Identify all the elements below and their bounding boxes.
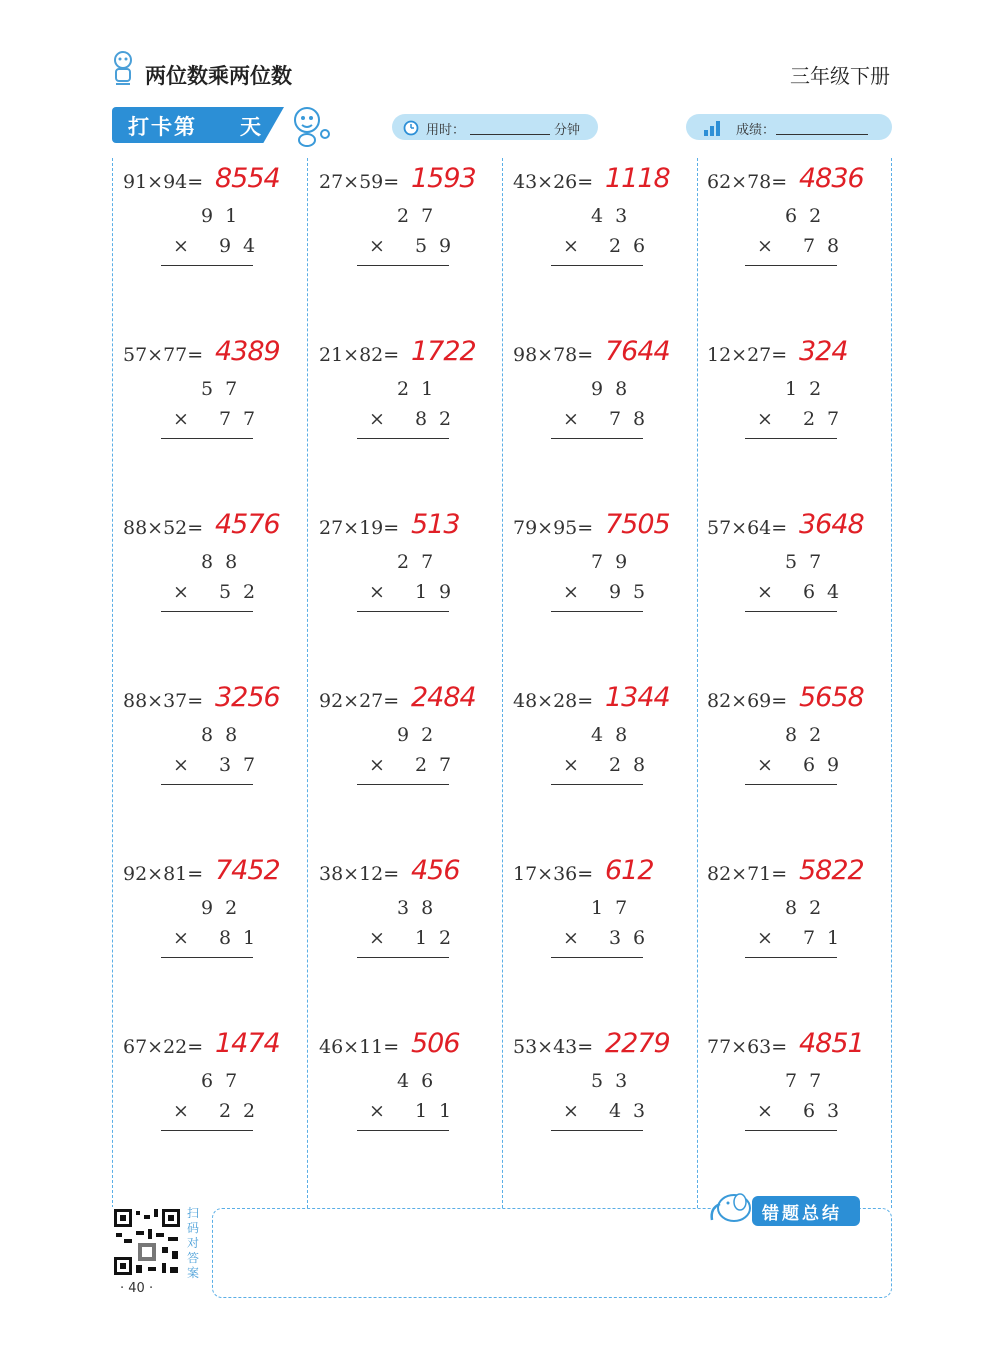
grade-label: 三年级下册 [790, 64, 890, 88]
problem-equation: 57×77= [123, 344, 204, 366]
handwritten-answer[interactable]: 2484 [411, 682, 476, 713]
vertical-rule [357, 1130, 449, 1131]
vertical-multiplier: × 59 [369, 235, 464, 257]
problem-equation: 57×64= [707, 517, 788, 539]
problem-item [513, 855, 703, 1005]
checkin-banner-day: 天 [240, 115, 261, 139]
vertical-multiplicand: 88 [201, 724, 250, 746]
problem-item [707, 509, 897, 659]
book-title: 两位数乘两位数 [145, 64, 292, 88]
vertical-multiplicand: 46 [397, 1070, 446, 1092]
vertical-rule [357, 957, 449, 958]
time-label: 用时： [426, 123, 466, 138]
handwritten-answer[interactable]: 7505 [605, 509, 670, 540]
problem-equation: 67×22= [123, 1036, 204, 1058]
alarm-clock-icon [402, 118, 420, 136]
column-divider [112, 158, 113, 1208]
problem-item [123, 1028, 313, 1178]
vertical-multiplicand: 88 [201, 551, 250, 573]
problem-equation: 46×11= [319, 1036, 400, 1058]
handwritten-answer[interactable]: 1344 [605, 682, 670, 713]
vertical-multiplier: × 26 [563, 235, 658, 257]
vertical-multiplier: × 11 [369, 1100, 464, 1122]
vertical-multiplier: × 95 [563, 581, 658, 603]
vertical-multiplier: × 82 [369, 408, 464, 430]
problem-item [707, 855, 897, 1005]
vertical-multiplier: × 81 [173, 927, 268, 949]
vertical-multiplier: × 64 [757, 581, 852, 603]
handwritten-answer[interactable]: 513 [411, 509, 460, 540]
vertical-rule [745, 438, 837, 439]
vertical-rule [161, 611, 253, 612]
handwritten-answer[interactable]: 4576 [215, 509, 280, 540]
vertical-rule [745, 957, 837, 958]
bar-chart-icon [702, 117, 724, 137]
vertical-multiplier: × 94 [173, 235, 268, 257]
vertical-multiplicand: 79 [591, 551, 640, 573]
vertical-multiplicand: 38 [397, 897, 446, 919]
vertical-multiplicand: 57 [785, 551, 834, 573]
vertical-rule [745, 784, 837, 785]
handwritten-answer[interactable]: 3256 [215, 682, 280, 713]
problem-item [513, 1028, 703, 1178]
vertical-multiplicand: 57 [201, 378, 250, 400]
problem-item [707, 682, 897, 832]
vertical-multiplier: × 27 [757, 408, 852, 430]
problem-equation: 88×52= [123, 517, 204, 539]
vertical-multiplier: × 52 [173, 581, 268, 603]
vertical-rule [357, 438, 449, 439]
problem-item [123, 509, 313, 659]
vertical-multiplier: × 37 [173, 754, 268, 776]
handwritten-answer[interactable]: 1118 [605, 163, 670, 194]
vertical-multiplier: × 22 [173, 1100, 268, 1122]
vertical-multiplicand: 21 [397, 378, 446, 400]
monkey-mascot-icon [283, 104, 333, 148]
handwritten-answer[interactable]: 4389 [215, 336, 280, 367]
vertical-rule [161, 1130, 253, 1131]
problem-item [123, 163, 313, 313]
time-field [392, 114, 598, 140]
handwritten-answer[interactable]: 8554 [215, 163, 280, 194]
elephant-icon [704, 1186, 756, 1226]
checkin-banner-text: 打卡第 [128, 115, 197, 139]
vertical-multiplicand: 91 [201, 205, 250, 227]
time-blank[interactable] [470, 134, 550, 135]
vertical-rule [551, 438, 643, 439]
score-blank[interactable] [776, 134, 868, 135]
vertical-multiplier: × 28 [563, 754, 658, 776]
problem-equation: 27×59= [319, 171, 400, 193]
problem-equation: 91×94= [123, 171, 204, 193]
handwritten-answer[interactable]: 1722 [411, 336, 476, 367]
problem-item [123, 855, 313, 1005]
qr-code-icon[interactable] [112, 1207, 182, 1277]
handwritten-answer[interactable]: 506 [411, 1028, 460, 1059]
problem-equation: 77×63= [707, 1036, 788, 1058]
problem-item [123, 336, 313, 486]
page-number: · 40 · [120, 1281, 154, 1296]
vertical-rule [745, 1130, 837, 1131]
score-label: 成绩： [736, 123, 776, 138]
vertical-multiplicand: 92 [397, 724, 446, 746]
vertical-rule [551, 265, 643, 266]
problem-item [513, 163, 703, 313]
vertical-rule [551, 957, 643, 958]
vertical-multiplicand: 67 [201, 1070, 250, 1092]
handwritten-answer[interactable]: 3648 [799, 509, 864, 540]
problem-item [319, 682, 509, 832]
vertical-multiplicand: 53 [591, 1070, 640, 1092]
handwritten-answer[interactable]: 4851 [799, 1028, 864, 1059]
problem-item [319, 855, 509, 1005]
problem-item [513, 509, 703, 659]
vertical-multiplier: × 36 [563, 927, 658, 949]
vertical-rule [357, 265, 449, 266]
handwritten-answer[interactable]: 7452 [215, 855, 280, 886]
vertical-rule [551, 611, 643, 612]
problem-item [707, 336, 897, 486]
problem-equation: 38×12= [319, 863, 400, 885]
problem-equation: 21×82= [319, 344, 400, 366]
scan-answer-label: 扫码对答案 [187, 1206, 200, 1280]
problem-equation: 62×78= [707, 171, 788, 193]
vertical-rule [161, 957, 253, 958]
vertical-multiplicand: 82 [785, 897, 834, 919]
vertical-multiplicand: 17 [591, 897, 640, 919]
vertical-multiplier: × 63 [757, 1100, 852, 1122]
problem-item [707, 1028, 897, 1178]
problem-item [707, 163, 897, 313]
vertical-multiplicand: 98 [591, 378, 640, 400]
problem-item [123, 682, 313, 832]
problem-equation: 92×27= [319, 690, 400, 712]
vertical-multiplicand: 12 [785, 378, 834, 400]
handwritten-answer[interactable]: 456 [411, 855, 460, 886]
vertical-multiplicand: 92 [201, 897, 250, 919]
handwritten-answer[interactable]: 4836 [799, 163, 864, 194]
vertical-rule [357, 784, 449, 785]
problem-equation: 12×27= [707, 344, 788, 366]
time-unit: 分钟 [554, 123, 581, 138]
handwritten-answer[interactable]: 324 [799, 336, 848, 367]
problem-equation: 88×37= [123, 690, 204, 712]
problem-equation: 82×69= [707, 690, 788, 712]
score-field [686, 114, 892, 140]
handwritten-answer[interactable]: 2279 [605, 1028, 670, 1059]
problem-equation: 43×26= [513, 171, 594, 193]
vertical-multiplier: × 71 [757, 927, 852, 949]
problem-equation: 92×81= [123, 863, 204, 885]
problem-equation: 27×19= [319, 517, 400, 539]
vertical-multiplicand: 27 [397, 551, 446, 573]
vertical-rule [745, 265, 837, 266]
handwritten-answer[interactable]: 7644 [605, 336, 670, 367]
vertical-multiplicand: 27 [397, 205, 446, 227]
problem-item [319, 163, 509, 313]
vertical-rule [161, 438, 253, 439]
problem-item [319, 509, 509, 659]
vertical-rule [161, 784, 253, 785]
vertical-multiplier: × 43 [563, 1100, 658, 1122]
problem-equation: 82×71= [707, 863, 788, 885]
problem-item [319, 336, 509, 486]
vertical-rule [551, 1130, 643, 1131]
problem-equation: 48×28= [513, 690, 594, 712]
handwritten-answer[interactable]: 5658 [799, 682, 864, 713]
vertical-multiplier: × 77 [173, 408, 268, 430]
vertical-rule [745, 611, 837, 612]
problem-item [513, 336, 703, 486]
vertical-multiplier: × 12 [369, 927, 464, 949]
vertical-multiplier: × 78 [563, 408, 658, 430]
problem-equation: 79×95= [513, 517, 594, 539]
problem-item [319, 1028, 509, 1178]
handwritten-answer[interactable]: 612 [605, 855, 654, 886]
vertical-multiplicand: 82 [785, 724, 834, 746]
vertical-rule [161, 265, 253, 266]
vertical-multiplicand: 77 [785, 1070, 834, 1092]
vertical-multiplicand: 43 [591, 205, 640, 227]
problem-equation: 53×43= [513, 1036, 594, 1058]
vertical-multiplicand: 48 [591, 724, 640, 746]
vertical-multiplier: × 19 [369, 581, 464, 603]
vertical-rule [357, 611, 449, 612]
problem-equation: 17×36= [513, 863, 594, 885]
mascot-logo-icon [108, 50, 138, 86]
handwritten-answer[interactable]: 5822 [799, 855, 864, 886]
handwritten-answer[interactable]: 1593 [411, 163, 476, 194]
vertical-rule [551, 784, 643, 785]
review-label: 错题总结 [762, 1204, 842, 1224]
problem-item [513, 682, 703, 832]
vertical-multiplier: × 27 [369, 754, 464, 776]
vertical-multiplier: × 78 [757, 235, 852, 257]
vertical-multiplicand: 62 [785, 205, 834, 227]
vertical-multiplier: × 69 [757, 754, 852, 776]
problem-equation: 98×78= [513, 344, 594, 366]
handwritten-answer[interactable]: 1474 [215, 1028, 280, 1059]
